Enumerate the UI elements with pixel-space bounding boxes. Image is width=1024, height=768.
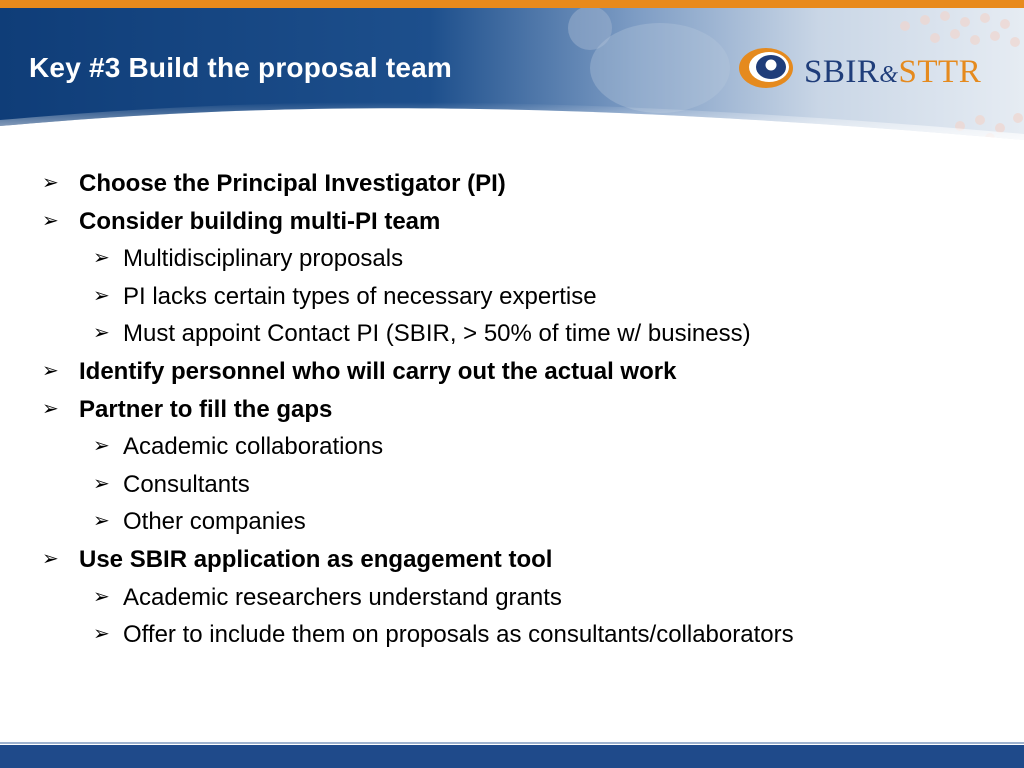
bullet-text: Offer to include them on proposals as consultants/collaborators — [123, 621, 794, 649]
bullet-text: Academic researchers understand grants — [123, 583, 562, 611]
footer-divider — [0, 742, 1024, 744]
top-accent-strip — [0, 0, 1024, 8]
sub-bullet-item — [0, 428, 1024, 466]
bullet-text: Consider building multi-PI team — [79, 207, 441, 235]
arrowhead-bullet-icon: ➢ — [42, 209, 59, 232]
arrowhead-bullet-icon: ➢ — [93, 510, 110, 533]
sub-bullet-item — [0, 503, 1024, 541]
arrowhead-bullet-icon: ➢ — [42, 172, 59, 194]
bullet-text: Partner to fill the gaps — [79, 395, 333, 423]
bullet-item — [0, 541, 1024, 579]
arrowhead-bullet-icon: ➢ — [42, 359, 59, 382]
bullet-text: Identify personnel who will carry out the actual work — [79, 357, 677, 385]
logo-text-sbir: SBIR — [804, 54, 880, 90]
sub-bullet-item — [0, 315, 1024, 353]
bullet-item — [0, 391, 1024, 429]
bullet-text: Choose the Principal Investigator (PI) — [79, 170, 506, 197]
arrowhead-bullet-icon: ➢ — [42, 397, 59, 420]
bullet-text: Consultants — [123, 470, 250, 498]
bullet-text: Multidisciplinary proposals — [123, 245, 404, 273]
bullet-text: Use SBIR application as engagement tool — [79, 545, 553, 573]
bullet-text: Must appoint Contact PI (SBIR, > 50% of time w/ business) — [123, 320, 751, 348]
arrowhead-bullet-icon: ➢ — [93, 284, 110, 307]
sbir-sttr-logo — [738, 46, 1018, 102]
arrowhead-bullet-icon: ➢ — [93, 435, 110, 458]
arrowhead-bullet-icon: ➢ — [93, 322, 110, 345]
arrowhead-bullet-icon: ➢ — [93, 623, 110, 646]
sub-bullet-item — [0, 278, 1024, 316]
bullet-text: Other companies — [123, 508, 306, 536]
slide-header — [0, 8, 1024, 148]
bullet-text: Academic collaborations — [123, 433, 384, 461]
slide-title: Key #3 Build the proposal team — [29, 52, 452, 83]
arrowhead-bullet-icon: ➢ — [42, 547, 59, 570]
logo-ampersand: & — [879, 62, 899, 88]
sub-bullet-item — [0, 616, 1024, 654]
logo-swirl-icon — [738, 46, 798, 90]
bullet-item — [0, 165, 1024, 203]
arrowhead-bullet-icon: ➢ — [93, 247, 110, 270]
bullet-list — [0, 165, 1024, 654]
sub-bullet-item — [0, 240, 1024, 278]
bullet-item — [0, 353, 1024, 391]
sub-bullet-item — [0, 579, 1024, 617]
logo-wordmark — [804, 54, 981, 91]
footer-bar — [0, 745, 1024, 768]
sub-bullet-item — [0, 466, 1024, 504]
arrowhead-bullet-icon: ➢ — [93, 585, 110, 608]
arrowhead-bullet-icon: ➢ — [93, 472, 110, 495]
logo-text-sttr: STTR — [898, 54, 982, 90]
bullet-text: PI lacks certain types of necessary expertise — [123, 282, 597, 310]
bullet-item — [0, 203, 1024, 241]
